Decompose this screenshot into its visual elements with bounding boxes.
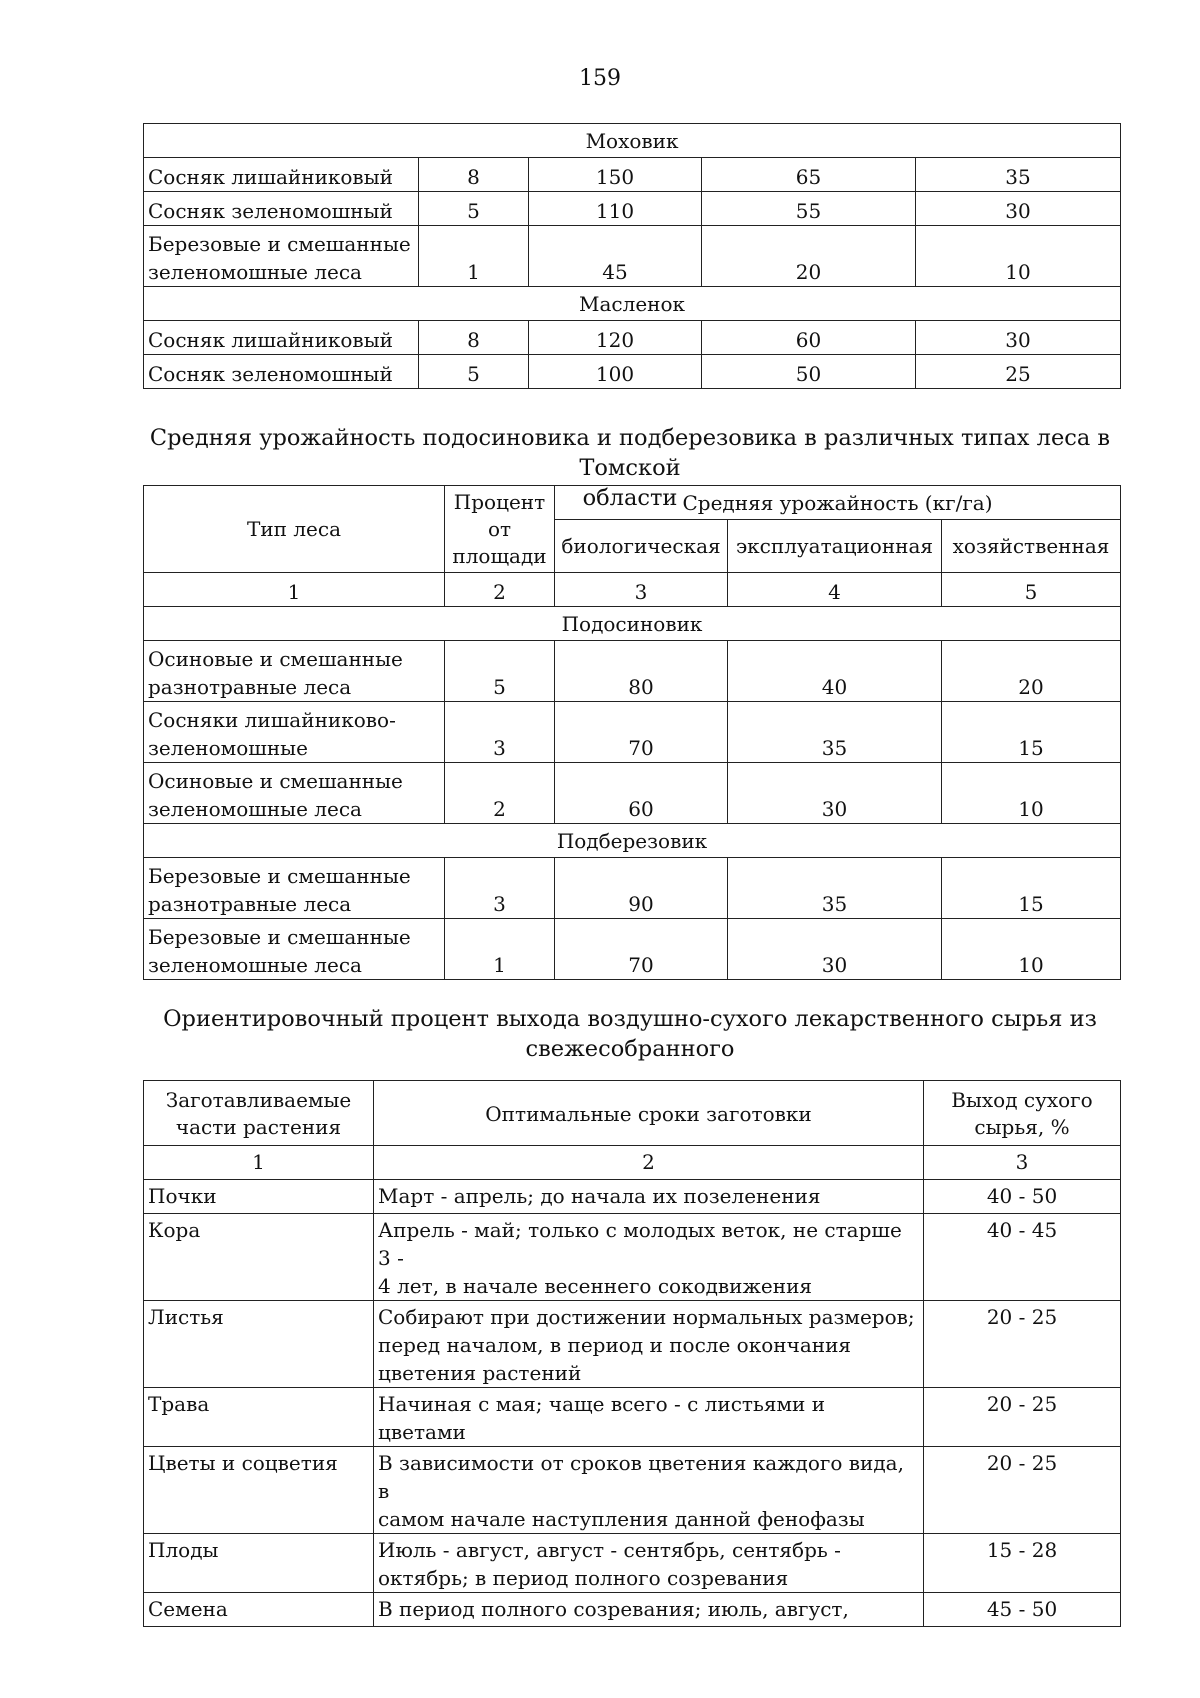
percent-cell: 5	[419, 192, 529, 226]
title-line: свежесобранного	[525, 1036, 735, 1062]
forest-type-line: зеленомошные леса	[148, 260, 362, 284]
forest-type-line: разнотравные леса	[148, 892, 352, 916]
expl-yield-cell: 55	[702, 192, 916, 226]
column-number-row	[144, 573, 1121, 607]
econ-yield-cell: 10	[942, 763, 1121, 824]
forest-type-line: зеленомошные	[148, 736, 308, 760]
harvest-period-cell	[374, 1180, 924, 1214]
percent-cell: 8	[419, 158, 529, 192]
econ-yield-cell: 35	[916, 158, 1121, 192]
percent-cell: 2	[445, 763, 555, 824]
harvest-period-cell	[374, 1447, 924, 1534]
period-line: перед началом, в период и после окончания	[378, 1333, 852, 1357]
header-line: от	[487, 516, 512, 541]
forest-type-cell: Сосняк лишайниковый	[144, 321, 419, 355]
expl-yield-cell: 20	[702, 226, 916, 287]
header-harvest-period: Оптимальные сроки заготовки	[374, 1081, 924, 1146]
table-row	[144, 1214, 1121, 1301]
bio-yield-cell: 70	[555, 919, 728, 980]
table-row	[144, 1301, 1121, 1388]
period-line: октябрь; в период полного созревания	[378, 1566, 789, 1590]
expl-yield-cell: 50	[702, 355, 916, 389]
harvest-period-cell	[374, 1534, 924, 1593]
econ-yield-cell: 10	[916, 226, 1121, 287]
period-line: самом начале наступления данной фенофазы	[378, 1507, 865, 1531]
header-line: части растения	[175, 1115, 342, 1139]
expl-yield-cell: 35	[728, 858, 942, 919]
plant-part-cell: Цветы и соцветия	[144, 1447, 374, 1534]
econ-yield-cell: 10	[942, 919, 1121, 980]
percent-cell: 1	[445, 919, 555, 980]
page-number: 159	[579, 66, 621, 91]
period-line: Апрель - май; только с молодых веток, не старше 3 -	[378, 1218, 902, 1270]
table-row	[144, 702, 1121, 763]
header-expl: эксплуатационная	[728, 520, 942, 573]
dry-yield-cell: 15 - 28	[924, 1534, 1121, 1593]
section-row	[144, 824, 1121, 858]
header-line: сырья, %	[974, 1115, 1070, 1139]
plant-part-cell: Трава	[144, 1388, 374, 1447]
dry-yield-cell: 20 - 25	[924, 1447, 1121, 1534]
expl-yield-cell: 30	[728, 763, 942, 824]
table-row	[144, 763, 1121, 824]
header-avg-yield: Средняя урожайность (кг/га)	[555, 486, 1121, 520]
table-row	[144, 226, 1121, 287]
col-number: 3	[555, 573, 728, 607]
header-line: Заготавливаемые	[165, 1088, 352, 1112]
bio-yield-cell: 70	[555, 702, 728, 763]
econ-yield-cell: 15	[942, 702, 1121, 763]
period-line: В зависимости от сроков цветения каждого вида, в	[378, 1451, 904, 1503]
plant-part-cell: Почки	[144, 1180, 374, 1214]
percent-cell: 8	[419, 321, 529, 355]
plant-part-cell: Семена	[144, 1593, 374, 1627]
forest-type-line: Березовые и смешанные	[148, 864, 411, 888]
forest-type-cell: Сосняк зеленомошный	[144, 355, 419, 389]
plant-part-cell: Плоды	[144, 1534, 374, 1593]
header-percent	[445, 486, 555, 573]
bio-yield-cell: 45	[529, 226, 702, 287]
bio-yield-cell: 110	[529, 192, 702, 226]
dry-yield-cell: 20 - 25	[924, 1301, 1121, 1388]
forest-type-cell	[144, 641, 445, 702]
header-row	[144, 1081, 1121, 1146]
mushroom-yield-table	[143, 485, 1121, 980]
period-line: Июль - август, август - сентябрь, сентябрь -	[378, 1538, 841, 1562]
forest-type-cell	[144, 858, 445, 919]
percent-cell: 3	[445, 858, 555, 919]
forest-type-cell	[144, 919, 445, 980]
forest-type-cell	[144, 226, 419, 287]
bio-yield-cell: 120	[529, 321, 702, 355]
dry-yield-cell: 45 - 50	[924, 1593, 1121, 1627]
dry-yield-cell: 40 - 50	[924, 1180, 1121, 1214]
col-number: 5	[942, 573, 1121, 607]
title-line: Ориентировочный процент выхода воздушно-сухого лекарственного сырья из	[163, 1006, 1097, 1032]
bio-yield-cell: 80	[555, 641, 728, 702]
forest-type-line: Сосняки лишайниково-	[148, 708, 396, 732]
table-row	[144, 158, 1121, 192]
yield-table-continued	[143, 123, 1121, 389]
col-number: 2	[445, 573, 555, 607]
forest-type-cell	[144, 702, 445, 763]
plant-part-cell: Листья	[144, 1301, 374, 1388]
period-line: В период полного созревания; июль, август,	[378, 1597, 849, 1621]
col-number: 2	[374, 1146, 924, 1180]
table3-title	[110, 1004, 1150, 1064]
bio-yield-cell: 150	[529, 158, 702, 192]
header-row	[144, 486, 1121, 520]
header-dry-yield	[924, 1081, 1121, 1146]
plant-part-cell: Кора	[144, 1214, 374, 1301]
table-row	[144, 321, 1121, 355]
col-number: 1	[144, 1146, 374, 1180]
bio-yield-cell: 100	[529, 355, 702, 389]
dry-yield-cell: 40 - 45	[924, 1214, 1121, 1301]
header-line: площади	[452, 543, 547, 568]
table-row	[144, 858, 1121, 919]
header-line: Процент	[453, 489, 546, 514]
forest-type-line: Березовые и смешанные	[148, 925, 411, 949]
harvest-period-cell	[374, 1214, 924, 1301]
section-row	[144, 287, 1121, 321]
expl-yield-cell: 30	[728, 919, 942, 980]
table-row	[144, 1180, 1121, 1214]
expl-yield-cell: 40	[728, 641, 942, 702]
table-row	[144, 919, 1121, 980]
period-line: Март - апрель; до начала их позеленения	[378, 1184, 821, 1208]
percent-cell: 5	[419, 355, 529, 389]
bio-yield-cell: 60	[555, 763, 728, 824]
econ-yield-cell: 30	[916, 192, 1121, 226]
harvest-period-cell	[374, 1388, 924, 1447]
period-line: цветения растений	[378, 1361, 582, 1385]
section-title: Моховик	[144, 124, 1121, 158]
percent-cell: 3	[445, 702, 555, 763]
section-row	[144, 607, 1121, 641]
econ-yield-cell: 20	[942, 641, 1121, 702]
table-row	[144, 641, 1121, 702]
col-number: 1	[144, 573, 445, 607]
period-line: 4 лет, в начале весеннего сокодвижения	[378, 1274, 813, 1298]
header-line: Выход сухого	[951, 1088, 1093, 1112]
title-line: Средняя урожайность подосиновика и подберезовика в различных типах леса в Томской	[149, 425, 1111, 481]
table-row	[144, 1593, 1121, 1627]
header-bio: биологическая	[555, 520, 728, 573]
forest-type-line: Осиновые и смешанные	[148, 647, 403, 671]
column-number-row	[144, 1146, 1121, 1180]
section-row	[144, 124, 1121, 158]
bio-yield-cell: 90	[555, 858, 728, 919]
forest-type-cell: Сосняк зеленомошный	[144, 192, 419, 226]
table-row	[144, 1388, 1121, 1447]
percent-cell: 1	[419, 226, 529, 287]
econ-yield-cell: 30	[916, 321, 1121, 355]
percent-cell: 5	[445, 641, 555, 702]
table-row	[144, 192, 1121, 226]
table-row	[144, 355, 1121, 389]
header-econ: хозяйственная	[942, 520, 1121, 573]
harvest-period-cell	[374, 1593, 924, 1627]
forest-type-line: зеленомошные леса	[148, 953, 362, 977]
header-plant-part	[144, 1081, 374, 1146]
expl-yield-cell: 35	[728, 702, 942, 763]
forest-type-cell	[144, 763, 445, 824]
header-forest-type: Тип леса	[144, 486, 445, 573]
section-title: Масленок	[144, 287, 1121, 321]
harvest-period-cell	[374, 1301, 924, 1388]
forest-type-line: зеленомошные леса	[148, 797, 362, 821]
section-title: Подосиновик	[144, 607, 1121, 641]
econ-yield-cell: 25	[916, 355, 1121, 389]
forest-type-line: Осиновые и смешанные	[148, 769, 403, 793]
col-number: 4	[728, 573, 942, 607]
dry-yield-cell: 20 - 25	[924, 1388, 1121, 1447]
forest-type-cell: Сосняк лишайниковый	[144, 158, 419, 192]
econ-yield-cell: 15	[942, 858, 1121, 919]
expl-yield-cell: 60	[702, 321, 916, 355]
forest-type-line: Березовые и смешанные	[148, 232, 411, 256]
period-line: Собирают при достижении нормальных размеров;	[378, 1305, 915, 1329]
forest-type-line: разнотравные леса	[148, 675, 352, 699]
title-line: области	[582, 485, 678, 511]
table-row	[144, 1534, 1121, 1593]
col-number: 3	[924, 1146, 1121, 1180]
period-line: Начиная с мая; чаще всего - с листьями и цветами	[378, 1392, 826, 1444]
table-row	[144, 1447, 1121, 1534]
section-title: Подберезовик	[144, 824, 1121, 858]
expl-yield-cell: 65	[702, 158, 916, 192]
dry-raw-material-table	[143, 1080, 1121, 1627]
